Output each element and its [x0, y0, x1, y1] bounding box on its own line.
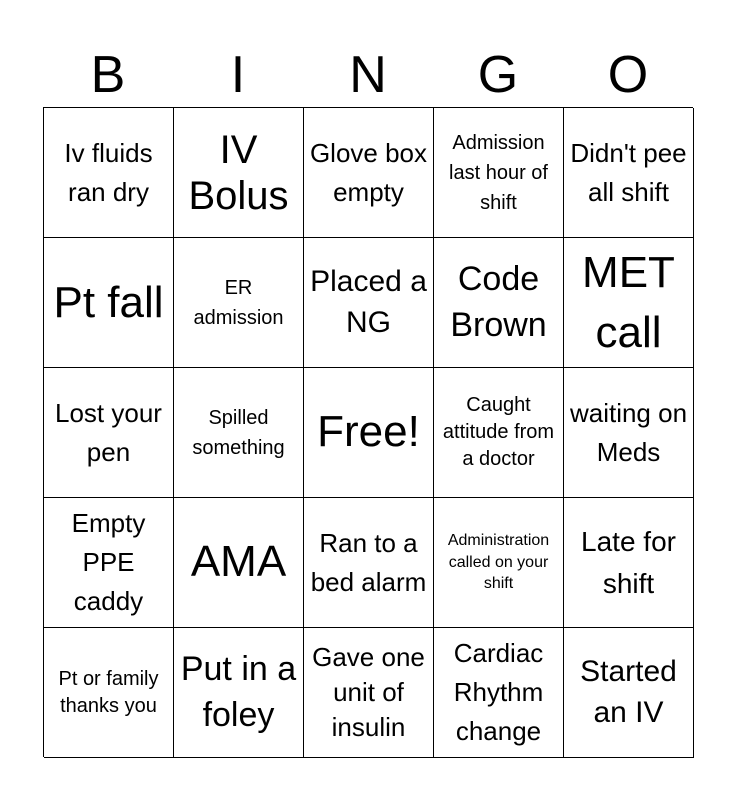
cell-text: Iv fluids ran dry — [64, 137, 153, 207]
header-letter-i: I — [230, 46, 246, 104]
bingo-board — [43, 107, 693, 757]
cell-text: MET call — [582, 248, 675, 357]
free-space[interactable] — [304, 368, 434, 498]
bingo-cell[interactable] — [434, 238, 564, 368]
bingo-header — [43, 44, 693, 106]
cell-text: Started an IV — [580, 655, 677, 729]
cell-text: Cardiac Rhythm change — [453, 638, 544, 746]
bingo-cell[interactable] — [44, 238, 174, 368]
cell-text: Placed a NG — [310, 265, 427, 339]
cell-text: IV Bolus — [188, 127, 289, 218]
cell-text: Lost your pen — [55, 397, 162, 467]
bingo-cell[interactable] — [44, 368, 174, 498]
cell-text: Pt fall — [53, 277, 164, 327]
bingo-cell[interactable] — [174, 238, 304, 368]
cell-text: Late for shift — [581, 525, 676, 599]
cell-text: Pt or family thanks you — [58, 667, 159, 717]
bingo-cell[interactable] — [174, 498, 304, 628]
bingo-cell[interactable] — [44, 628, 174, 758]
bingo-cell[interactable] — [564, 628, 694, 758]
cell-text: Free! — [317, 407, 420, 457]
cell-text: Didn't pee all shift — [570, 137, 687, 207]
cell-text: Caught attitude from a doctor — [442, 394, 555, 470]
cell-text: Glove box empty — [309, 137, 428, 207]
bingo-cell[interactable] — [564, 368, 694, 498]
bingo-cell[interactable] — [434, 108, 564, 238]
bingo-cell[interactable] — [174, 368, 304, 498]
cell-text: Administration called on your shift — [447, 532, 550, 593]
cell-text: AMA — [190, 537, 287, 587]
bingo-cell[interactable] — [174, 108, 304, 238]
header-letter-g: G — [477, 46, 519, 104]
cell-text: Gave one unit of insulin — [312, 641, 425, 743]
bingo-cell[interactable] — [564, 108, 694, 238]
bingo-cell[interactable] — [304, 498, 434, 628]
header-letter-n: N — [349, 46, 387, 104]
bingo-cell[interactable] — [304, 628, 434, 758]
cell-text: Spilled something — [192, 406, 285, 459]
cell-text: Put in a foley — [180, 649, 297, 734]
header-letter-b: B — [90, 46, 126, 104]
bingo-cell[interactable] — [44, 498, 174, 628]
bingo-cell[interactable] — [434, 498, 564, 628]
bingo-cell[interactable] — [434, 368, 564, 498]
bingo-cell[interactable] — [44, 108, 174, 238]
cell-text: Admission last hour of shift — [449, 131, 548, 214]
cell-text: Ran to a bed alarm — [310, 527, 427, 597]
bingo-cell[interactable] — [304, 238, 434, 368]
bingo-cell[interactable] — [174, 628, 304, 758]
bingo-cell[interactable] — [434, 628, 564, 758]
cell-text: Empty PPE caddy — [71, 508, 146, 616]
cell-text: waiting on Meds — [569, 397, 688, 467]
header-letter-o: O — [607, 46, 649, 104]
cell-text: ER admission — [193, 276, 284, 329]
bingo-cell[interactable] — [564, 498, 694, 628]
bingo-cell[interactable] — [564, 238, 694, 368]
cell-text: Code Brown — [450, 259, 547, 344]
bingo-cell[interactable] — [304, 108, 434, 238]
